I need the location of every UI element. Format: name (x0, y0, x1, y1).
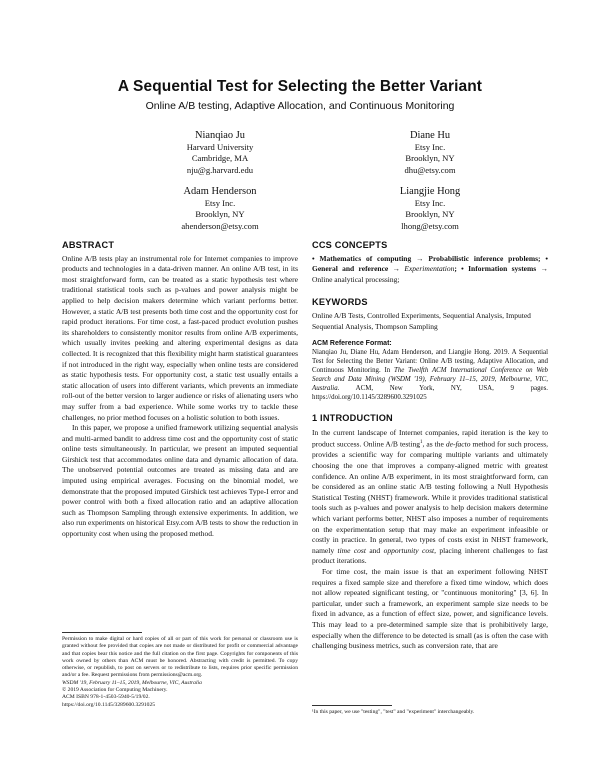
ccs-concept: ; • Information systems → (454, 264, 548, 274)
author-email: dhu@etsy.com (404, 164, 456, 175)
permission-text: Permission to make digital or hard copies of all or part of this work for personal or classroom use is granted without fee provided that copies are not made or distributed for profit or commercial advantage and that copies bear this notice and the full citation on the first page. Copyrights for components of this work owned by others than ACM must be honored. Abstracting with credit is permitted. To copy otherwise, or republish, to post on servers or to redistribute to lists, requires prior specific permission and/or a fee. Request permissions from permissions@acm.org. (62, 636, 298, 679)
ccs-concept-term: Online analytical processing; (312, 274, 400, 284)
author-affiliation: Etsy Inc. (204, 198, 236, 208)
author-name: Liangjie Hong (399, 186, 461, 197)
author-block (110, 129, 330, 176)
intro-text: de-facto (445, 439, 471, 449)
intro-text: , as the (422, 439, 444, 449)
ccs-concepts (312, 254, 548, 286)
ccs-concept-term: Experimentation (404, 264, 455, 274)
conference-venue: WSDM '19, February 11–15, 2019, Melbourne, VIC, Australia (62, 679, 202, 686)
footnote: ¹In this paper, we use "testing", "test" and "experiment" interchangeably. (312, 709, 475, 715)
left-column (62, 240, 298, 540)
author-name: Diane Hu (409, 130, 451, 141)
author-location: Cambridge, MA (191, 153, 249, 164)
author-block (110, 185, 330, 232)
intro-paragraph: For time cost, the main issue is that an experiment following NHST requires a fixed sample size and therefore a fixed time window, which does not allow repeated significant testing, or "continuous monitoring" [3, 6]. In particular, under such a framework, an experiment sample size needs to be fixed in advance, as a function of effect size, power, and significance levels. This may lead to a pre-determined sample size that is prohibitively large, especially when the difference to be detected is small (as is often the case with challenging business metrics, such as conversion rate, that are (312, 566, 548, 651)
author-name: Nianqiao Ju (195, 130, 245, 141)
author-affiliation: Etsy Inc. (414, 142, 446, 152)
author-name: Adam Henderson (183, 186, 257, 197)
reference-venue: The Twelfth ACM International Conference on Web Search and Data Mining (WSDM '19), February 11–15, 2019, Melbourne, VIC, Australia. (312, 367, 548, 393)
abstract-paragraph: Online A/B tests play an instrumental role for Internet companies to improve products and technologies in a data-driven manner. An online A/B test, in its most straightforward form, can be treated as a static hypothesis test where traditional statistical tools such as p-values and power analysis might be applied to help decision makers determine which variant performs better. However, a static A/B test presents both time cost and the opportunity cost for rapid product iterations. For time cost, a fast-paced product evolution pushes its shareholders to consistently monitor results from online A/B experiments, which usually invites peeking and altering experimental designs as data collected. It is recognized that this flexibility might harm statistical guarantees if not introduced in the right way, especially when online tests are considered as static hypothesis tests. For opportunity cost, a static test usually entails a static allocation of users into different variants, which prevents an immediate roll-out of the better version to larger audience or risks of alienating users who may suffer from a bad experience. While some works try to tackle these challenges, no prior method focuses on a holistic solution to both issues. (62, 253, 298, 422)
author-affiliation: Etsy Inc. (414, 198, 446, 208)
author-affiliation: Harvard University (186, 142, 254, 152)
author-email: lhong@etsy.com (401, 220, 459, 231)
ccs-concept: • Mathematics of computing → Probabilistic inference problems (312, 253, 539, 263)
footnote-rule (312, 705, 392, 706)
author-location: Brooklyn, NY (195, 209, 245, 220)
reference-heading: ACM Reference Format: (312, 340, 392, 348)
intro-text: and (369, 545, 381, 555)
copyright: © 2019 Association for Computing Machinery. (62, 687, 168, 694)
right-column (312, 240, 548, 652)
isbn: ACM ISBN 978-1-4503-5940-5/19/02. (62, 694, 150, 701)
permission-block (62, 636, 298, 709)
section-heading: 1 INTRODUCTION (312, 413, 393, 424)
author-block (320, 129, 540, 176)
footnote-rule (62, 632, 142, 633)
reference-publisher: ACM, New York, NY, USA, 9 pages. https://doi.org/10.1145/3289600.3291025 (312, 385, 549, 402)
intro-text: opportunity cost (383, 545, 435, 555)
abstract-heading: ABSTRACT (62, 240, 115, 250)
intro-text: time cost (337, 545, 366, 555)
author-email: ahenderson@etsy.com (181, 220, 259, 231)
doi-link[interactable]: https://doi.org/10.1145/3289600.3291025 (62, 701, 156, 708)
author-location: Brooklyn, NY (405, 153, 455, 164)
author-block (320, 185, 540, 232)
intro-text: method for such process, provides a scientific way for comparing multiple variants and ultimately choosing the one that improves a company-aligned metric with greatest confidence. An online A/B experiment, in its most straightforward form, can be considered as an online static A/B testing following a Null Hypothesis Statistical Testing (NHST) framework. While it provides traditional statistical tools such as p-values and power analysis to help decision makers determine which variant performs better, NHST also imposes a number of requirements on the experimentation setup that may make an experiment infeasible or costly in practice. In general, two types of costs exist in NHST framework, namely (312, 439, 549, 555)
keywords-heading: KEYWORDS (312, 297, 368, 308)
author-location: Brooklyn, NY (405, 209, 455, 220)
paper-subtitle: Online A/B testing, Adaptive Allocation, and Continuous Monitoring (145, 100, 455, 112)
intro-paragraph (312, 428, 548, 567)
reference-authors-title: Nianqiao Ju, Diane Hu, Adam Henderson, and Liangjie Hong. 2019. A Sequential Test for Selecting the Better Variant: Online A/B testing, Adaptive Allocation, and Continuous Monitoring. In (312, 349, 548, 375)
reference-text (312, 348, 548, 402)
ccs-concept: ; • General and reference → (312, 253, 548, 274)
abstract-paragraph: In this paper, we propose a unified framework utilizing sequential analysis and multi-armed bandit to address time cost and the opportunity cost of static online tests simultaneously. In particular, we present an imputed sequential Girshick test that accommodates online data and dynamic allocation of data. The unobserved potential outcomes are treated as missing data and are imputed using empirical averages. Focusing on the binomial model, we demonstrate that the proposed imputed Girshick test achieves Type-I error and power control with both a fixed allocation ratio and an adaptive allocation such as Thompson Sampling through extensive experiments. In addition, we also run experiments on historical Etsy.com A/B tests to show the reduction in opportunity cost when using the proposed method. (62, 423, 298, 539)
author-email: nju@g.harvard.edu (186, 164, 254, 175)
footnote-marker[interactable]: 1 (419, 440, 423, 446)
intro-text: In the current landscape of Internet companies, rapid iteration is the key to product success. Online A/B testing (312, 427, 548, 449)
paper-title: A Sequential Test for Selecting the Better Variant (117, 78, 483, 95)
intro-text: , placing inherent challenges to fast product iterations. (312, 545, 549, 566)
ccs-heading: CCS CONCEPTS (312, 240, 388, 250)
keywords-text: Online A/B Tests, Controlled Experiments, Sequential Analysis, Imputed Sequential Analysis, Thompson Sampling (312, 310, 531, 331)
